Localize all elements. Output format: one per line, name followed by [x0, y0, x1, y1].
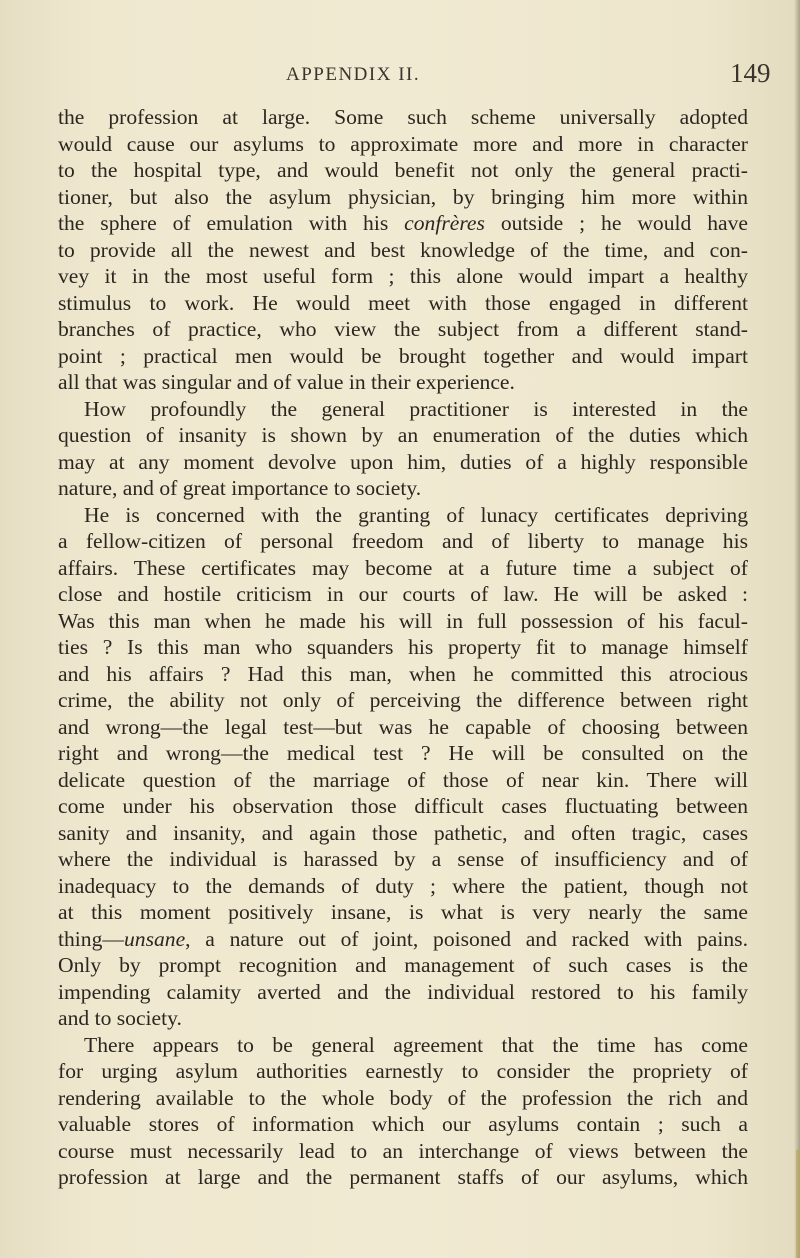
text-line: inadequacy to the demands of duty ; where the patient, though not: [58, 873, 748, 898]
text-line: all that was singular and of value in their experience.: [58, 370, 515, 394]
text-line: ties ? Is this man who squanders his property fit to manage himself: [58, 635, 748, 659]
italic-word: confrères: [404, 211, 485, 235]
text-line: affairs. These certificates may become at a future time a subject of: [58, 555, 748, 580]
text-line: would cause our asylums to approximate more and more in character: [58, 131, 748, 156]
text-line: a fellow-citizen of personal freedom and of liberty to manage his: [58, 529, 748, 553]
text-line: nature, and of great importance to society.: [58, 476, 422, 500]
text-line: question of insanity is shown by an enumeration of the duties which: [58, 423, 748, 447]
italic-word: unsane: [123, 926, 186, 951]
paragraph-start: How profoundly the general practitioner is interested in the: [84, 396, 748, 421]
text-line: crime, the ability not only of perceiving the difference between right: [58, 688, 748, 712]
text-line: tioner, but also the asylum physician, by bringing him more within: [58, 184, 748, 209]
text-line: delicate question of the marriage of those of near kin. There will: [58, 767, 748, 792]
text-span: the sphere of emulation with his: [58, 211, 405, 235]
text-line: point ; practical men would be brought together and would impart: [58, 343, 748, 368]
text-line: and to society.: [58, 1006, 182, 1030]
text-span: , a nature out of joint, poisoned and racked with pains.: [185, 926, 748, 951]
text-line: profession at large and the permanent staffs of our asylums, which: [58, 1165, 748, 1189]
paragraph-start: There appears to be general agreement that the time has come: [84, 1032, 748, 1057]
text-line: course must necessarily lead to an interchange of views between the: [58, 1138, 748, 1163]
text-line: come under his observation those difficult cases fluctuating between: [58, 794, 748, 818]
text-line: and his affairs ? Had this man, when he committed this atrocious: [58, 661, 748, 686]
text-line: valuable stores of information which our asylums contain ; such a: [58, 1112, 748, 1136]
running-title: APPENDIX II.: [286, 64, 421, 85]
text-line: where the individual is harassed by a sense of insufficiency and of: [58, 847, 748, 871]
text-line: Was this man when he made his will in full possession of his facul-: [58, 608, 748, 633]
text-line: rendering available to the whole body of the profession the rich and: [58, 1085, 748, 1110]
text-line: right and wrong—the medical test ? He will be consulted on the: [58, 741, 748, 765]
text-line: at this moment positively insane, is what is very nearly the same: [58, 900, 748, 924]
text-line: [58, 926, 748, 953]
paragraph-start: He is concerned with the granting of lunacy certificates depriving: [84, 502, 748, 527]
text-line: to the hospital type, and would benefit not only the general practi-: [58, 158, 748, 182]
running-head: [0, 58, 800, 88]
page-number: 149: [730, 58, 771, 88]
page-edge-shadow: [794, 0, 800, 1258]
text-line: for urging asylum authorities earnestly to consider the propriety of: [58, 1059, 748, 1083]
text-line: branches of practice, who view the subject from a different stand-: [58, 317, 748, 341]
text-line: and wrong—the legal test—but was he capable of choosing between: [58, 714, 748, 739]
text-line: may at any moment devolve upon him, duties of a highly responsible: [58, 449, 748, 474]
page-edge-stain: [796, 1150, 800, 1258]
text-line: stimulus to work. He would meet with those engaged in different: [58, 290, 748, 315]
text-line: vey it in the most useful form ; this alone would impart a healthy: [58, 264, 748, 288]
text-line: to provide all the newest and best knowledge of the time, and con-: [58, 237, 748, 262]
body-text: [58, 104, 748, 1191]
text-span: outside ; he would have: [484, 211, 748, 235]
text-line: the profession at large. Some such scheme universally adopted: [58, 105, 748, 129]
text-line: impending calamity averted and the individual restored to his family: [58, 979, 748, 1004]
text-line: Only by prompt recognition and management of such cases is the: [58, 953, 748, 977]
text-line: close and hostile criticism in our courts of law. He will be asked :: [58, 582, 748, 606]
text-span: thing—: [58, 926, 124, 951]
text-line: [58, 210, 748, 237]
text-line: sanity and insanity, and again those pathetic, and often tragic, cases: [58, 820, 748, 845]
